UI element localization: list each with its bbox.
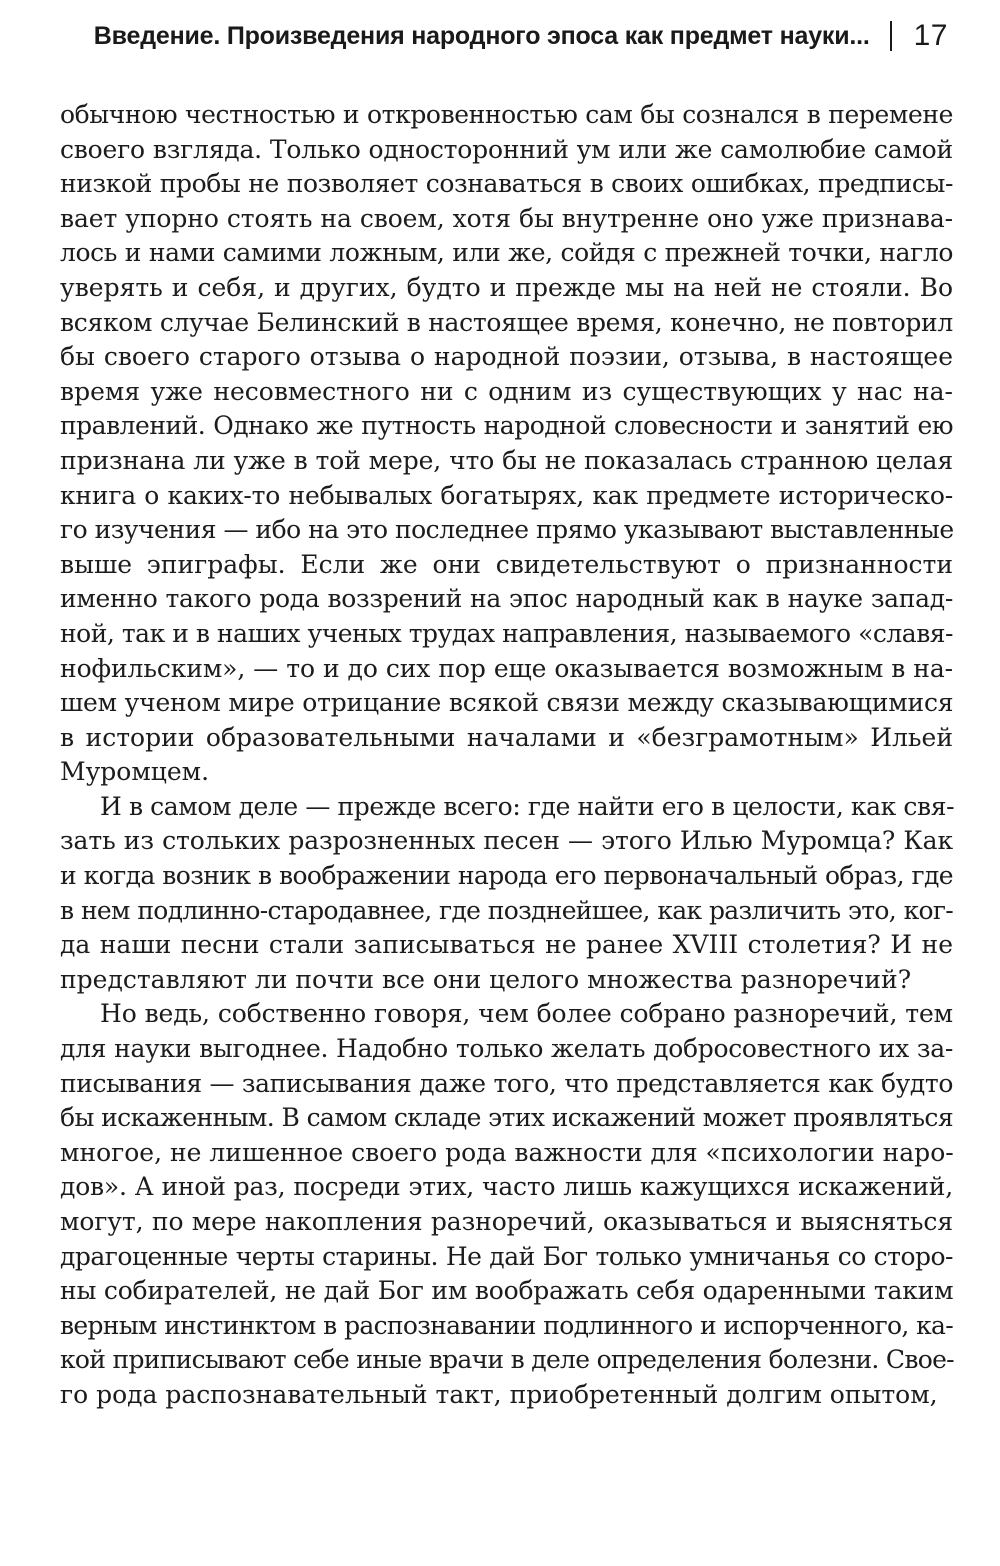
text-line: го рода распознавательный такт, приобретенный долгим опытом,: [60, 1379, 938, 1409]
text-line: да наши песни стали записываться не ранее XVIII столетия? И не: [60, 930, 953, 960]
text-line: И в самом деле — прежде всего: где найти его в целости, как свя-: [100, 791, 955, 821]
text-line: выше эпиграфы. Если же они свидетельствуют о признанности: [60, 549, 953, 579]
running-title: Введение. Произведения народного эпоса как предмет науки...: [93, 21, 870, 50]
text-line: всяком случае Белинский в настоящее время, конечно, не повторил: [60, 307, 953, 337]
text-line: представляют ли почти все они целого множества разноречий?: [60, 964, 912, 994]
text-line: шем ученом мире отрицание всякой связи между сказывающимися: [60, 688, 954, 718]
text-line: именно такого рода воззрений на эпос народный как в науке запад-: [60, 584, 953, 614]
text-line: кой приписывают себе иные врачи в деле определения болезни. Свое-: [60, 1345, 954, 1375]
page-number: 17: [913, 19, 948, 52]
text-line: обычною честностью и откровенностью сам бы сознался в перемене: [60, 100, 953, 129]
running-header: [60, 12, 948, 60]
text-line: признана ли уже в той мере, что бы не показалась странною целая: [60, 445, 953, 475]
text-line: зать из стольких разрозненных песен — этого Илью Муромца? Как: [60, 826, 953, 856]
text-line: многое, не лишенное своего рода важности для «психологии наро-: [60, 1137, 954, 1167]
body-text: [60, 98, 953, 1413]
paragraph: [60, 997, 953, 1412]
text-line: в нем подлинно-стародавнее, где позднейшее, как различить это, ког-: [60, 895, 953, 925]
text-line: и когда возник в воображении народа его первоначальный образ, где: [60, 861, 953, 891]
text-line: время уже несовместного ни с одним из существующих у нас на-: [60, 376, 953, 406]
text-line: могут, по мере накопления разноречий, оказываться и выясняться: [60, 1207, 953, 1236]
header-separator: [890, 21, 892, 51]
text-line: вает упорно стоять на своем, хотя бы внутренне оно уже признава-: [60, 203, 953, 233]
text-line: бы искаженным. В самом складе этих искажений может проявляться: [60, 1103, 953, 1133]
text-line: писывания — записывания даже того, что представляется как будто: [60, 1068, 953, 1098]
text-line: драгоценные черты старины. Не дай Бог только умничанья со сторо-: [60, 1241, 953, 1271]
text-line: ны собирателей, не дай Бог им воображать себя одаренными таким: [60, 1276, 954, 1306]
text-line: го изучения — ибо на это последнее прямо указывают выставленные: [60, 515, 954, 545]
text-line: Но ведь, собственно говоря, чем более собрано разноречий, тем: [100, 999, 953, 1029]
text-line: Муромцем.: [60, 757, 210, 787]
text-line: для науки выгоднее. Надобно только желать добросовестного их за-: [60, 1034, 953, 1064]
text-line: правлений. Однако же путность народной словесности и занятий ею: [60, 411, 953, 441]
text-line: верным инстинктом в распознавании подлинного и испорченного, ка-: [60, 1310, 953, 1340]
text-line: в истории образовательными началами и «безграмотным» Ильей: [60, 722, 953, 752]
text-line: книга о каких-то небывалых богатырях, как предмете историческо-: [60, 480, 953, 510]
text-line: своего взгляда. Только односторонний ум или же самолюбие самой: [60, 134, 953, 164]
text-line: уверять и себя, и других, будто и прежде мы на ней не стояли. Во: [60, 272, 953, 302]
text-line: нофильским», — то и до сих пор еще оказывается возможным в на-: [60, 653, 953, 683]
text-line: лось и нами самими ложным, или же, сойдя с прежней точки, нагло: [60, 238, 953, 268]
paragraph: [60, 790, 953, 998]
text-line: бы своего старого отзыва о народной поэзии, отзыва, в настоящее: [60, 342, 953, 372]
text-line: дов». А иной раз, посреди этих, часто лишь кажущихся искажений,: [60, 1172, 953, 1202]
paragraph: [60, 98, 953, 790]
text-line: низкой пробы не позволяет сознаваться в своих ошибках, предписы-: [60, 169, 953, 199]
text-line: ной, так и в наших ученых трудах направления, называемого «славя-: [60, 618, 953, 648]
